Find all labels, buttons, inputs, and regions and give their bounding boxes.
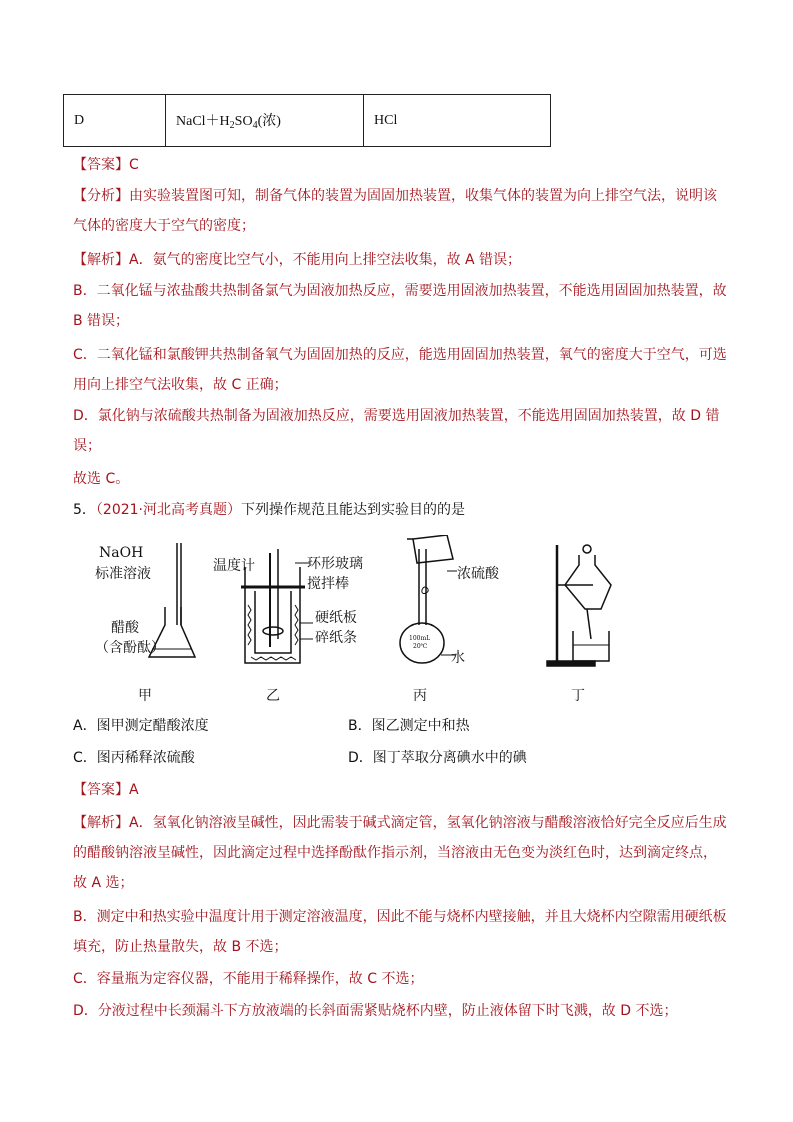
q4-d-line1: D．氯化钠与浓硫酸共热制备为固液加热反应，需要选用固液加热装置，不能选用固固加热装置，故 D 错 — [73, 408, 720, 424]
reagents-text: SO — [234, 114, 253, 129]
acetic-label: （含酚酞） — [95, 640, 165, 656]
caption-yi: 乙 — [266, 688, 280, 704]
water-label: 水 — [451, 650, 465, 666]
acetic-label: 醋酸 — [111, 620, 139, 636]
subscript: 2 — [229, 120, 235, 131]
conc-acid-label: 浓硫酸 — [457, 566, 499, 582]
q4-explain-line — [73, 250, 521, 270]
reagents-text: (浓) — [257, 114, 281, 129]
answer-value: A — [129, 782, 139, 798]
q4-d-line2: 误； — [73, 438, 101, 454]
q4-analysis-line2: 气体的密度大于空气的密度； — [73, 218, 255, 234]
cardboard-label: 硬纸板 — [315, 610, 357, 626]
explain-tag: 【解析】 — [73, 815, 129, 831]
table-cell-letter: D — [64, 95, 166, 147]
q4-b-line2: B 错误； — [73, 313, 130, 329]
caption-jia: 甲 — [138, 688, 152, 704]
reagent-table — [63, 94, 551, 147]
option-c: C．图丙稀释浓硫酸 — [73, 750, 195, 766]
q5-d-line: D．分液过程中长颈漏斗下方放液端的长斜面需紧贴烧杯内壁，防止液体留下时飞溅，故 D 不选； — [73, 1003, 678, 1019]
separation-apparatus — [547, 545, 611, 666]
question-number: 5． — [73, 502, 96, 518]
stirrer-label: 环形玻璃 — [307, 556, 363, 572]
stirrer-label: 搅拌棒 — [307, 576, 349, 592]
option-b: B．图乙测定中和热 — [348, 718, 470, 734]
q5-stem — [73, 500, 465, 520]
q4-c-line1: C．二氧化锰和氯酸钾共热制备氧气为固固加热的反应，能选用固固加热装置，氧气的密度大于空气，可选 — [73, 347, 727, 363]
apparatus-drawing — [95, 535, 695, 675]
q4-b-line1: B．二氧化锰与浓盐酸共热制备氯气为固液加热反应，需要选用固液加热装置，不能选用固固加热装置，故 — [73, 283, 727, 299]
q5-a-line3: 故 A 选； — [73, 875, 134, 891]
subscript: 4 — [252, 120, 258, 131]
q5-answer-line — [73, 780, 139, 800]
naoh-label: NaOH — [99, 545, 144, 561]
reagents-text: NaCl＋H — [176, 114, 230, 129]
q4-analysis-line1 — [73, 186, 717, 206]
q4-c-line2: 用向上排空气法收集，故 C 正确； — [73, 377, 288, 393]
question-text: 下列操作规范且能达到实验目的的是 — [241, 502, 466, 518]
analysis-text: 由实验装置图可知，制备气体的装置为固固加热装置，收集气体的装置为向上排空气法，说明该 — [129, 188, 717, 204]
option-d: D．图丁萃取分离碘水中的碘 — [348, 750, 527, 766]
caption-ding: 丁 — [571, 688, 585, 704]
answer-tag: 【答案】 — [73, 782, 129, 798]
caption-bing: 丙 — [413, 688, 427, 704]
table-cell-gas: HCl — [364, 95, 551, 147]
explain-tag: 【解析】 — [73, 252, 129, 268]
paper-scraps-label: 碎纸条 — [315, 630, 357, 646]
flask-mark: 100mL — [409, 635, 431, 642]
table-row — [64, 95, 551, 147]
q5-explain-line1 — [73, 813, 727, 833]
naoh-label: 标准溶液 — [95, 566, 151, 582]
table-cell-reagents — [166, 95, 364, 147]
answer-value: C — [129, 157, 139, 173]
explain-text: A．氢氧化钠溶液呈碱性，因此需装于碱式滴定管，氢氧化钠溶液与醋酸溶液恰好完全反应后生成 — [129, 815, 727, 831]
q5-b-line1: B．测定中和热实验中温度计用于测定溶液温度，因此不能与烧杯内壁接触，并且大烧杯内空隙需用硬纸板 — [73, 909, 727, 925]
answer-tag: 【答案】 — [73, 157, 129, 173]
question-source: （2021·河北高考真题） — [95, 502, 242, 518]
explain-text: A．氨气的密度比空气小，不能用向上排空法收集，故 A 错误； — [129, 252, 522, 268]
q4-conclusion: 故选 C。 — [73, 471, 130, 487]
q5-b-line2: 填充，防止热量散失，故 B 不选； — [73, 939, 288, 955]
q5-c-line: C．容量瓶为定容仪器，不能用于稀释操作，故 C 不选； — [73, 971, 424, 987]
thermometer-label: 温度计 — [213, 558, 255, 574]
apparatus-figure — [95, 535, 695, 705]
option-a: A．图甲测定醋酸浓度 — [73, 718, 209, 734]
dilution-apparatus — [400, 535, 457, 663]
analysis-tag: 【分析】 — [73, 188, 129, 204]
flask-mark: 20℃ — [413, 643, 428, 650]
q5-a-line2: 的醋酸钠溶液呈碱性，因此滴定过程中选择酚酞作指示剂，当溶液由无色变为淡红色时，达到滴定终点， — [73, 845, 717, 861]
q4-answer-line — [73, 155, 139, 175]
